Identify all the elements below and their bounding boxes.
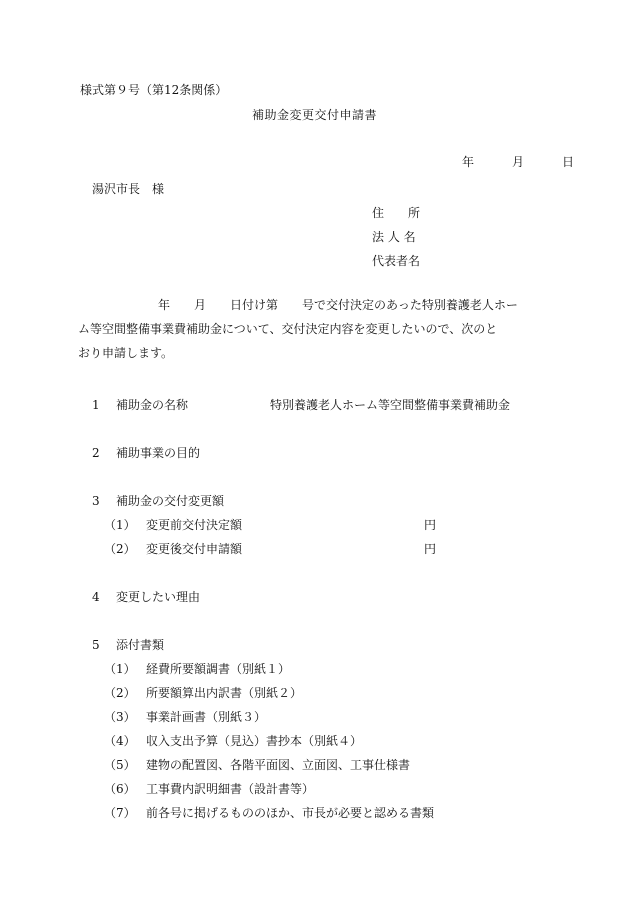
subsidy-name-value: 特別養護老人ホーム等空間整備事業費補助金	[270, 398, 511, 412]
item-number: （1）	[104, 518, 136, 532]
section-number: 5	[92, 638, 100, 652]
applicant-corporation: 法 人 名	[372, 230, 416, 244]
addressee: 湯沢市長 様	[92, 182, 165, 196]
applicant-address: 住 所	[372, 206, 421, 220]
applicant-representative: 代表者名	[372, 254, 421, 268]
attachment-item	[104, 734, 362, 748]
amount-item	[104, 518, 437, 532]
item-number: （2）	[104, 542, 136, 556]
section-3	[92, 494, 224, 508]
date-month: 月	[512, 155, 525, 169]
item-label: 変更前交付決定額	[146, 518, 243, 532]
date-year: 年	[462, 155, 475, 169]
section-label: 補助金の名称	[116, 398, 189, 412]
body-line-1: 年 月 日付け第 号で交付決定のあった特別養護老人ホー	[158, 298, 518, 312]
item-number: （5）	[104, 758, 136, 772]
section-number: 4	[92, 590, 100, 604]
section-label: 変更したい理由	[116, 590, 201, 604]
item-label: 収入支出予算（見込）書抄本（別紙４）	[146, 734, 363, 748]
attachment-item	[104, 782, 314, 796]
item-number: （3）	[104, 710, 136, 724]
attachment-item	[104, 686, 302, 700]
section-4	[92, 590, 200, 604]
item-number: （1）	[104, 662, 136, 676]
date-line	[462, 155, 574, 169]
yen-unit: 円	[424, 542, 437, 556]
section-label: 補助金の交付変更額	[116, 494, 225, 508]
body-line-2: ム等空間整備事業費補助金について、交付決定内容を変更したいので、次のと	[78, 322, 498, 336]
attachment-item	[104, 758, 410, 772]
document-title: 補助金変更交付申請書	[252, 108, 378, 122]
section-number: 1	[92, 398, 100, 412]
item-label: 経費所要額調書（別紙１）	[146, 662, 291, 676]
item-label: 変更後交付申請額	[146, 542, 243, 556]
item-number: （4）	[104, 734, 136, 748]
section-label: 添付書類	[116, 638, 165, 652]
item-number: （7）	[104, 806, 136, 820]
item-label: 工事費内訳明細書（設計書等）	[146, 782, 315, 796]
body-line-3: おり申請します。	[78, 346, 174, 360]
section-5	[92, 638, 164, 652]
attachment-item	[104, 710, 266, 724]
item-label: 建物の配置図、各階平面図、立面図、工事仕様書	[146, 758, 411, 772]
item-label: 前各号に掲げるもののほか、市長が必要と認める書類	[146, 806, 435, 820]
section-number: 3	[92, 494, 100, 508]
section-label: 補助事業の目的	[116, 446, 201, 460]
attachment-item	[104, 806, 434, 820]
yen-unit: 円	[424, 518, 437, 532]
section-2	[92, 446, 200, 460]
attachment-item	[104, 662, 290, 676]
date-day: 日	[562, 155, 575, 169]
item-number: （6）	[104, 782, 136, 796]
request-body	[78, 293, 558, 365]
amount-item	[104, 542, 437, 556]
item-label: 所要額算出内訳書（別紙２）	[146, 686, 303, 700]
item-number: （2）	[104, 686, 136, 700]
form-number: 様式第９号（第12条関係）	[80, 83, 228, 97]
section-1	[92, 398, 511, 412]
section-number: 2	[92, 446, 100, 460]
item-label: 事業計画書（別紙３）	[146, 710, 267, 724]
